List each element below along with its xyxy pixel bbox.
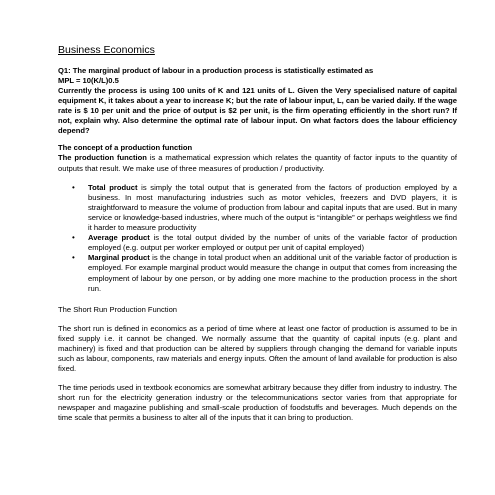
- list-item-average-product: [88, 233, 457, 253]
- measure-text: is the total output divided by the number of units of the variable factor of production employed (e.g. output per worker employed or output per unit of capital employed): [88, 233, 457, 253]
- list-item-marginal-product: [88, 253, 457, 293]
- short-run-paragraph-2: The time periods used in textbook economics are somewhat arbitrary because they differ from industry to industry. The short run for the electricity generation industry or the telecommunications sector varies from that appropriate for newspaper and magazine publishing and small-scale production of foodstuffs and beverages. Much depends on the time scale that permits a business to alter all of the inputs that it can bring to production.: [58, 383, 457, 423]
- short-run-title: The Short Run Production Function: [58, 304, 178, 314]
- measure-term: Total product: [88, 182, 138, 192]
- measure-term: Average product: [88, 233, 150, 243]
- measure-text: is simply the total output that is generated from the factors of production employed by a business. In most manufacturing industries such as motor vehicles, freezers and DVD players, it is straightforward to measure the volume of production from labour and capital inputs that are used. But in many service or knowledge-based industries, where much of the output is “intangible” or perhaps weightless we find it harder to measure productivity: [88, 182, 457, 233]
- measure-text: is the change in total product when an additional unit of the variable factor of production is employed. For example marginal product would measure the change in output that comes from increasing the employment of labour by one person, or by adding one more machine to the production process in the short run.: [88, 253, 457, 293]
- question-body: Currently the process is using 100 units of K and 121 units of L. Given the Very specialised nature of capital equipment K, it takes about a year to increase K; but the rate of labour input, L, can be varied daily. If the wage rate is $ 10 per unit and the price of output is $2 per unit, is the firm operating efficiently in the short run? If not, explain why. Also determine the optimal rate of labour input. On what factors does the labour efficiency depend?: [58, 86, 457, 136]
- measure-term: Marginal product: [88, 253, 150, 263]
- concept-intro-term: The production function: [58, 153, 147, 163]
- question-label-line-1: Q1: The marginal product of labour in a production process is statistically estimated as: [58, 66, 374, 75]
- question-label-line-2: MPL = 10(K/L)0.5: [58, 76, 119, 85]
- concept-intro-text: is a mathematical expression which relates the quantity of factor inputs to the quantity of outputs that result. We make use of three measures of production / productivity.: [58, 153, 457, 173]
- document-heading: Business Economics: [58, 44, 155, 56]
- concept-intro: [58, 153, 457, 173]
- concept-title: The concept of a production function: [58, 143, 193, 153]
- production-measures-list: [58, 183, 457, 294]
- short-run-paragraph-1: The short run is defined in economics as a period of time where at least one factor of production is assumed to be in fixed supply i.e. it cannot be changed. We normally assume that the quantity of capital inputs (e.g. plant and machinery) is fixed and that production can be altered by suppliers through changing the demand for variable inputs such as labour, components, raw materials and energy inputs. Often the amount of land available for production is also fixed.: [58, 323, 457, 374]
- list-item-total-product: [88, 183, 457, 233]
